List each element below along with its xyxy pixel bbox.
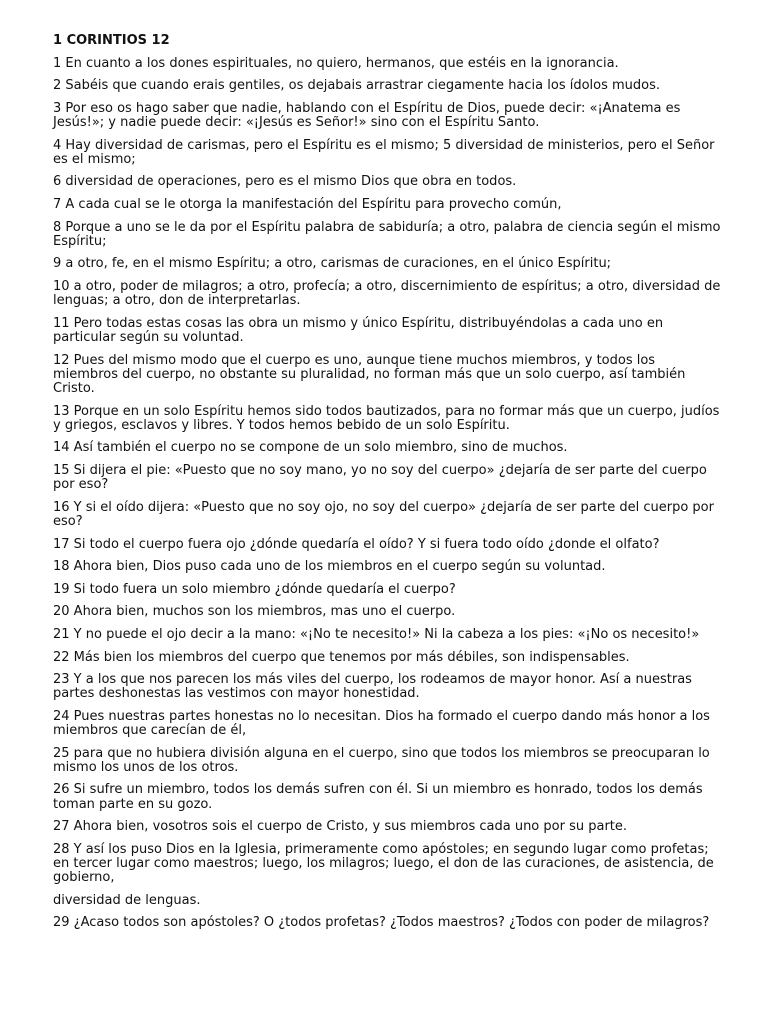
verse-paragraph: 28 Y así los puso Dios en la Iglesia, primeramente como apóstoles; en segundo lugar como profetas; en tercer lugar como maestros; luego, los milagros; luego, el don de las curaciones, de asistencia, de gobierno, (53, 841, 714, 886)
verse-paragraph: 25 para que no hubiera división alguna en el cuerpo, sino que todos los miembros se preocuparan lo mismo los unos de los otros. (53, 745, 710, 775)
verse-paragraph: 17 Si todo el cuerpo fuera ojo ¿dónde quedaría el oído? Y si fuera todo oído ¿donde el olfato? (53, 536, 660, 552)
verse-paragraph: 16 Y si el oído dijera: «Puesto que no soy ojo, no soy del cuerpo» ¿dejaría de ser parte del cuerpo por eso? (53, 499, 714, 529)
verse-paragraph: 9 a otro, fe, en el mismo Espíritu; a otro, carismas de curaciones, en el único Espíritu; (53, 256, 612, 272)
verse-paragraph: 15 Si dijera el pie: «Puesto que no soy mano, yo no soy del cuerpo» ¿dejaría de ser parte del cuerpo por eso? (53, 462, 707, 493)
paragraph-list (53, 57, 723, 931)
verse-paragraph: 21 Y no puede el ojo decir a la mano: «¡No te necesito!» Ni la cabeza a los pies: «¡No os necesito!» (53, 626, 700, 642)
verse-paragraph: 26 Si sufre un miembro, todos los demás sufren con él. Si un miembro es honrado, todos los demás toman parte en su gozo. (53, 782, 703, 812)
verse-paragraph: 24 Pues nuestras partes honestas no lo necesitan. Dios ha formado el cuerpo dando más honor a los miembros que carecían de él, (53, 708, 710, 739)
verse-paragraph: 12 Pues del mismo modo que el cuerpo es uno, aunque tiene muchos miembros, y todos los miembros del cuerpo, no obstante su pluralidad, no forman más que un solo cuerpo, así también Cristo. (53, 352, 686, 396)
verse-paragraph: 2 Sabéis que cuando erais gentiles, os dejabais arrastrar ciegamente hacia los ídolos mudos. (53, 78, 661, 94)
verse-paragraph: 29 ¿Acaso todos son apóstoles? O ¿todos profetas? ¿Todos maestros? ¿Todos con poder de milagros? (53, 915, 710, 931)
verse-paragraph: 10 a otro, poder de milagros; a otro, profecía; a otro, discernimiento de espíritus; a otro, diversidad de lenguas; a otro, don de interpretarlas. (53, 278, 721, 309)
verse-paragraph: 1 En cuanto a los dones espirituales, no quiero, hermanos, que estéis en la ignorancia. (53, 55, 619, 71)
verse-paragraph: 3 Por eso os hago saber que nadie, hablando con el Espíritu de Dios, puede decir: «¡Anatema es Jesús!»; y nadie puede decir: «¡Jesús es Señor!» sino con el Espíritu Santo. (53, 100, 681, 130)
verse-paragraph: 13 Porque en un solo Espíritu hemos sido todos bautizados, para no formar más que un cuerpo, judíos y griegos, esclavos y libres. Y todos hemos bebido de un solo Espíritu. (53, 403, 720, 433)
verse-paragraph: 4 Hay diversidad de carismas, pero el Espíritu es el mismo; 5 diversidad de ministerios, pero el Señor es el mismo; (53, 137, 715, 167)
verse-paragraph: 20 Ahora bien, muchos son los miembros, mas uno el cuerpo. (53, 604, 456, 620)
document-title: 1 CORINTIOS 12 (53, 33, 170, 48)
verse-paragraph: 23 Y a los que nos parecen los más viles del cuerpo, los rodeamos de mayor honor. Así a nuestras partes deshonestas las vestimos con mayor honestidad. (53, 672, 692, 702)
verse-paragraph: diversidad de lenguas. (53, 892, 201, 908)
verse-paragraph: 19 Si todo fuera un solo miembro ¿dónde quedaría el cuerpo? (53, 581, 456, 597)
verse-paragraph: 27 Ahora bien, vosotros sois el cuerpo de Cristo, y sus miembros cada uno por su parte. (53, 819, 628, 835)
document-page (53, 34, 723, 939)
verse-paragraph: 8 Porque a uno se le da por el Espíritu palabra de sabiduría; a otro, palabra de ciencia según el mismo Espíritu; (53, 219, 721, 249)
verse-paragraph: 18 Ahora bien, Dios puso cada uno de los miembros en el cuerpo según su voluntad. (53, 559, 606, 575)
verse-paragraph: 22 Más bien los miembros del cuerpo que tenemos por más débiles, son indispensables. (53, 649, 630, 665)
verse-paragraph: 11 Pero todas estas cosas las obra un mismo y único Espíritu, distribuyéndolas a cada uno en particular según su voluntad. (53, 315, 664, 345)
verse-paragraph: 6 diversidad de operaciones, pero es el mismo Dios que obra en todos. (53, 174, 517, 190)
verse-paragraph: 7 A cada cual se le otorga la manifestación del Espíritu para provecho común, (53, 196, 562, 212)
verse-paragraph: 14 Así también el cuerpo no se compone de un solo miembro, sino de muchos. (53, 440, 568, 456)
